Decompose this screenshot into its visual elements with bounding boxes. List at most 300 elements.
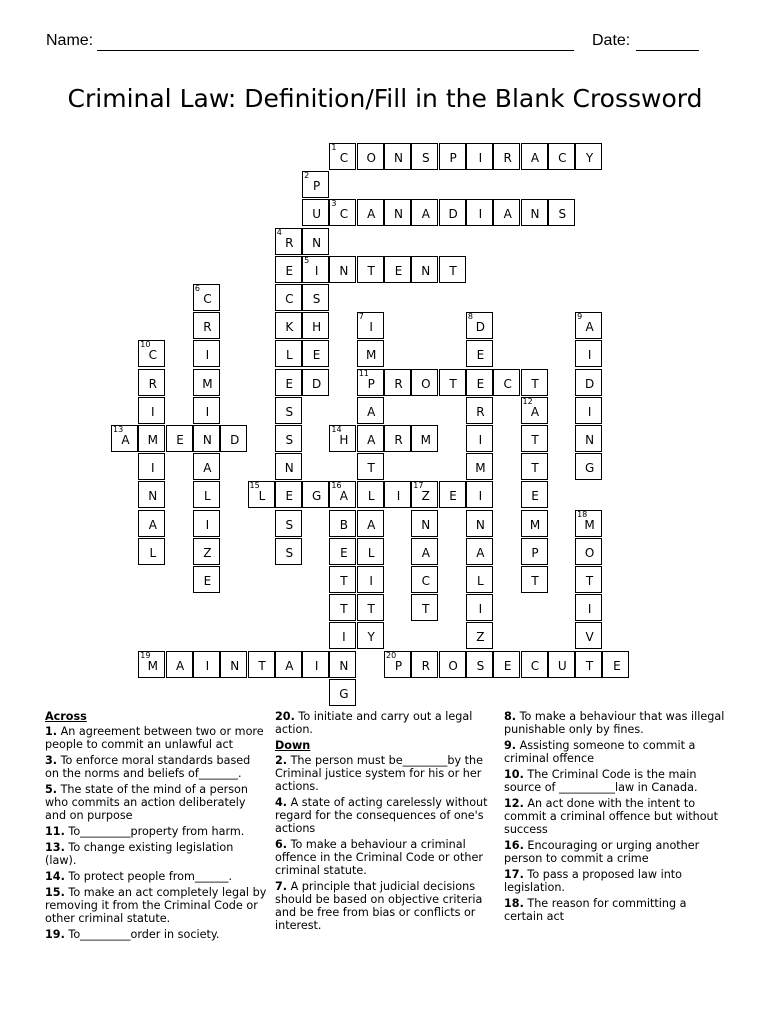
clue-item [275, 796, 495, 835]
cell-letter: I [587, 348, 592, 363]
cell-letter: C [530, 658, 540, 673]
grid-cell[interactable] [466, 397, 493, 424]
cell-letter: A [585, 320, 594, 335]
cell-letter: I [478, 433, 483, 447]
cell-letter: S [421, 151, 430, 165]
cell-letter: I [314, 263, 319, 278]
cell-letter: L [367, 545, 375, 560]
clue-item-number: 6. [275, 838, 288, 851]
grid-cell[interactable] [357, 594, 384, 621]
cell-letter: R [285, 235, 294, 250]
grid-cell[interactable] [411, 143, 438, 170]
grid-cell[interactable] [275, 256, 302, 283]
grid-cell[interactable] [466, 481, 493, 508]
cell-letter: T [585, 658, 594, 673]
grid-cell[interactable] [193, 312, 220, 339]
clue-item-text: To enforce moral standards based on the norms and beliefs of_______. [45, 754, 251, 780]
cell-letter: I [205, 404, 210, 419]
cell-letter: C [148, 348, 157, 363]
cell-letter: D [448, 207, 458, 222]
grid-cell[interactable] [357, 340, 384, 367]
grid-cell[interactable] [166, 425, 193, 452]
grid-cell[interactable] [384, 199, 411, 226]
grid-cell[interactable] [220, 425, 247, 452]
grid-cell[interactable] [357, 510, 384, 537]
grid-cell[interactable] [521, 538, 548, 565]
clue-item-number: 18. [504, 897, 524, 910]
grid-cell[interactable] [411, 481, 438, 508]
grid-cell[interactable] [493, 143, 520, 170]
grid-cell[interactable] [275, 397, 302, 424]
clue-item [504, 768, 726, 794]
cell-letter: I [205, 348, 210, 363]
cell-letter: L [149, 545, 157, 560]
grid-cell[interactable] [275, 538, 302, 565]
cell-letter: C [558, 151, 567, 165]
grid-cell[interactable] [357, 397, 384, 424]
clue-item-text: To protect people from______. [64, 870, 233, 883]
cell-letter: R [394, 433, 403, 447]
clue-item [45, 754, 267, 780]
grid-cell[interactable] [575, 340, 602, 367]
cell-letter: B [339, 517, 348, 532]
cell-letter: O [421, 376, 431, 391]
grid-cell[interactable] [466, 425, 493, 452]
grid-cell[interactable] [466, 566, 493, 593]
cell-letter: N [394, 151, 403, 165]
clue-item-text: To make a behaviour that was illegal punishable only by fines. [504, 710, 725, 736]
cell-letter: N [421, 517, 431, 532]
grid-cell[interactable] [411, 256, 438, 283]
grid-cell[interactable] [357, 143, 384, 170]
cell-letter: R [394, 376, 403, 391]
grid-cell[interactable] [411, 566, 438, 593]
cell-letter: E [531, 489, 539, 504]
cell-letter: N [475, 517, 485, 532]
clue-item-text: An agreement between two or more people to commit an unlawful act [45, 725, 264, 751]
cell-letter: T [422, 602, 430, 617]
grid-cell[interactable] [466, 594, 493, 621]
grid-cell[interactable] [193, 397, 220, 424]
grid-cell[interactable] [138, 651, 165, 678]
cell-letter: N [339, 658, 349, 673]
grid-cell[interactable] [411, 369, 438, 396]
grid-cell[interactable] [111, 425, 138, 452]
grid-cell[interactable] [466, 312, 493, 339]
clue-item-number: 5. [45, 783, 58, 796]
clue-number: 3 [331, 199, 337, 209]
grid-cell[interactable] [357, 453, 384, 480]
grid-cell[interactable] [575, 453, 602, 480]
clue-item-text: A state of acting carelessly without regard for the consequences of one's actions [275, 796, 488, 835]
clue-item [45, 870, 267, 883]
clue-item-number: 17. [504, 868, 524, 881]
grid-cell[interactable] [548, 651, 575, 678]
cell-letter: T [531, 433, 539, 447]
grid-cell[interactable] [329, 679, 356, 706]
grid-cell[interactable] [521, 425, 548, 452]
grid-cell[interactable] [384, 481, 411, 508]
grid-cell[interactable] [302, 171, 329, 198]
cell-letter: R [421, 658, 430, 673]
cell-letter: C [339, 151, 349, 165]
clue-number: 11 [358, 368, 369, 378]
grid-cell[interactable] [138, 369, 165, 396]
cell-letter: T [367, 461, 375, 476]
grid-cell[interactable] [493, 651, 520, 678]
clue-item-number: 15. [45, 886, 65, 899]
grid-cell[interactable] [575, 510, 602, 537]
grid-cell[interactable] [466, 622, 493, 649]
grid-cell[interactable] [329, 566, 356, 593]
grid-cell[interactable] [329, 538, 356, 565]
grid-cell[interactable] [248, 481, 275, 508]
cell-letter: I [587, 602, 592, 617]
grid-cell[interactable] [329, 256, 356, 283]
grid-cell[interactable] [357, 566, 384, 593]
cell-letter: E [394, 263, 403, 278]
grid-cell[interactable] [466, 199, 493, 226]
grid-cell[interactable] [275, 340, 302, 367]
cell-letter: G [339, 686, 349, 701]
cell-letter: K [285, 320, 294, 335]
grid-cell[interactable] [193, 453, 220, 480]
cell-letter: Z [476, 630, 485, 645]
grid-cell[interactable] [411, 651, 438, 678]
cell-letter: S [558, 207, 567, 222]
grid-cell[interactable] [411, 199, 438, 226]
grid-cell[interactable] [439, 143, 466, 170]
clue-item-text: Encouraging or urging another person to commit a crime [504, 839, 700, 865]
grid-cell[interactable] [275, 510, 302, 537]
grid-cell[interactable] [275, 312, 302, 339]
clue-number: 4 [276, 227, 282, 237]
grid-cell[interactable] [275, 453, 302, 480]
cell-letter: I [396, 489, 401, 504]
grid-cell[interactable] [439, 199, 466, 226]
cell-letter: S [285, 545, 294, 560]
cell-letter: I [369, 574, 373, 588]
grid-cell[interactable] [193, 481, 220, 508]
clue-item-text: An act done with the intent to commit a criminal offence but without success [504, 797, 719, 836]
grid-cell[interactable] [411, 425, 438, 452]
grid-cell[interactable] [193, 566, 220, 593]
clue-number: 20 [386, 650, 397, 660]
clue-item-number: 16. [504, 839, 524, 852]
cell-letter: N [339, 263, 349, 278]
cell-letter: A [530, 151, 540, 165]
cell-letter: A [203, 461, 212, 476]
cell-letter: R [203, 320, 212, 335]
cell-letter: M [366, 348, 377, 363]
clue-number: 9 [577, 312, 583, 322]
clue-number: 6 [194, 284, 200, 293]
grid-cell[interactable] [275, 651, 302, 678]
grid-cell[interactable] [357, 481, 384, 508]
clue-item [504, 797, 726, 836]
grid-cell[interactable] [521, 510, 548, 537]
grid-cell[interactable] [138, 425, 165, 452]
grid-cell[interactable] [302, 312, 329, 339]
grid-cell[interactable] [575, 425, 602, 452]
clue-number: 19 [140, 650, 151, 660]
cell-letter: T [585, 574, 594, 588]
grid-cell[interactable] [357, 622, 384, 649]
cell-letter: T [449, 376, 457, 391]
clue-number: 1 [331, 143, 337, 152]
grid-cell[interactable] [193, 369, 220, 396]
cell-letter: L [285, 348, 293, 363]
grid-cell[interactable] [493, 369, 520, 396]
grid-cell[interactable] [411, 594, 438, 621]
clue-item-text: Assisting someone to commit a criminal offence [504, 739, 696, 765]
clue-item [45, 928, 267, 941]
clue-item [504, 868, 726, 894]
grid-cell[interactable] [138, 397, 165, 424]
cell-letter: E [449, 489, 457, 504]
grid-cell[interactable] [357, 425, 384, 452]
grid-cell[interactable] [302, 199, 329, 226]
grid-cell[interactable] [521, 481, 548, 508]
grid-cell[interactable] [575, 369, 602, 396]
clue-item-number: 2. [275, 754, 288, 767]
clue-item [504, 739, 726, 765]
clue-item-text: To_________property from harm. [64, 825, 245, 838]
cell-letter: P [531, 545, 539, 560]
clue-item-text: To initiate and carry out a legal action. [275, 710, 473, 736]
grid-cell[interactable] [466, 453, 493, 480]
grid-cell[interactable] [439, 481, 466, 508]
grid-cell[interactable] [575, 143, 602, 170]
clue-number: 7 [358, 312, 364, 322]
grid-cell[interactable] [193, 651, 220, 678]
grid-cell[interactable] [521, 143, 548, 170]
grid-cell[interactable] [575, 312, 602, 339]
grid-cell[interactable] [357, 312, 384, 339]
grid-cell[interactable] [384, 256, 411, 283]
cell-letter: Y [585, 151, 594, 165]
cell-letter: C [203, 292, 212, 306]
grid-cell[interactable] [138, 453, 165, 480]
grid-cell[interactable] [302, 228, 329, 255]
clue-number: 15 [249, 481, 260, 491]
cell-letter: L [258, 489, 266, 504]
grid-cell[interactable] [357, 369, 384, 396]
grid-cell[interactable] [275, 425, 302, 452]
grid-cell[interactable] [384, 425, 411, 452]
cell-letter: V [585, 630, 594, 645]
grid-cell[interactable] [493, 199, 520, 226]
clue-item [45, 783, 267, 822]
clue-item-text: The person must be________by the Criminal justice system for his or her actions. [275, 754, 484, 793]
grid-cell[interactable] [357, 256, 384, 283]
clue-item-text: A principle that judicial decisions should be based on objective criteria and be free from bias or conflicts or interest. [275, 880, 483, 932]
clue-item [45, 725, 267, 751]
grid-cell[interactable] [302, 369, 329, 396]
cell-letter: T [340, 574, 348, 588]
grid-cell[interactable] [384, 651, 411, 678]
grid-cell[interactable] [575, 651, 602, 678]
cell-letter: D [230, 433, 240, 447]
cell-letter: H [312, 320, 322, 335]
clue-item [275, 710, 495, 736]
grid-cell[interactable] [275, 369, 302, 396]
grid-cell[interactable] [193, 340, 220, 367]
clue-item [45, 886, 267, 925]
grid-cell[interactable] [248, 651, 275, 678]
clue-item-number: 8. [504, 710, 517, 723]
grid-cell[interactable] [329, 199, 356, 226]
clue-item-text: To pass a proposed law into legislation. [504, 868, 683, 894]
clue-item-number: 11. [45, 825, 65, 838]
clue-number: 17 [413, 481, 424, 491]
cell-letter: E [476, 348, 485, 363]
grid-cell[interactable] [575, 397, 602, 424]
grid-cell[interactable] [439, 651, 466, 678]
grid-cell[interactable] [302, 340, 329, 367]
cell-letter: E [476, 376, 485, 391]
grid-cell[interactable] [466, 510, 493, 537]
clue-number: 12 [522, 396, 533, 406]
grid-cell[interactable] [575, 594, 602, 621]
clue-number: 16 [331, 481, 342, 491]
clue-item-number: 12. [504, 797, 524, 810]
grid-cell[interactable] [302, 481, 329, 508]
cell-letter: U [312, 207, 321, 222]
page-title: Criminal Law: Definition/Fill in the Blank Crossword [67, 84, 703, 113]
grid-cell[interactable] [302, 256, 329, 283]
grid-cell[interactable] [521, 453, 548, 480]
grid-cell[interactable] [439, 256, 466, 283]
cell-letter: Y [367, 630, 375, 645]
clues-column-2 [275, 710, 495, 935]
clue-number: 14 [331, 425, 342, 434]
cell-letter: P [394, 658, 403, 673]
grid-cell[interactable] [521, 566, 548, 593]
cell-letter: Z [203, 545, 212, 560]
clue-number: 18 [577, 509, 588, 519]
grid-cell[interactable] [138, 538, 165, 565]
grid-cell[interactable] [466, 369, 493, 396]
cell-letter: D [311, 376, 322, 391]
grid-cell[interactable] [329, 510, 356, 537]
grid-cell[interactable] [138, 481, 165, 508]
grid-cell[interactable] [411, 538, 438, 565]
grid-cell[interactable] [275, 284, 302, 311]
grid-cell[interactable] [575, 538, 602, 565]
cell-letter: E [285, 376, 294, 391]
grid-cell[interactable] [466, 340, 493, 367]
cell-letter: I [205, 658, 210, 673]
grid-cell[interactable] [357, 199, 384, 226]
cell-letter: N [202, 433, 212, 447]
name-label: Name: [46, 32, 94, 49]
grid-cell[interactable] [138, 510, 165, 537]
cell-letter: D [584, 376, 595, 391]
cell-letter: O [584, 545, 595, 560]
clue-item [275, 838, 495, 877]
grid-cell[interactable] [193, 284, 220, 311]
grid-cell[interactable] [329, 622, 356, 649]
grid-cell[interactable] [411, 510, 438, 537]
grid-cell[interactable] [220, 651, 247, 678]
grid-cell[interactable] [329, 481, 356, 508]
cell-letter: L [367, 489, 375, 504]
grid-cell[interactable] [575, 622, 602, 649]
grid-cell[interactable] [466, 538, 493, 565]
cell-letter: A [421, 545, 430, 560]
cell-letter: N [421, 263, 431, 278]
grid-cell[interactable] [575, 566, 602, 593]
cell-letter: A [121, 433, 130, 447]
cell-letter: I [478, 151, 483, 165]
grid-cell[interactable] [329, 651, 356, 678]
grid-cell[interactable] [602, 651, 629, 678]
cell-letter: M [475, 461, 486, 476]
cell-letter: E [285, 489, 294, 504]
clue-item [275, 754, 495, 793]
cell-letter: R [503, 151, 512, 165]
grid-cell[interactable] [275, 481, 302, 508]
grid-cell[interactable] [521, 651, 548, 678]
cell-letter: N [394, 207, 403, 222]
cell-letter: I [478, 207, 483, 222]
clue-item-text: The reason for committing a certain act [504, 897, 687, 923]
cell-letter: T [531, 574, 539, 588]
clues-column-1 [45, 710, 267, 944]
grid-cell[interactable] [193, 425, 220, 452]
grid-cell[interactable] [384, 143, 411, 170]
cell-letter: T [258, 658, 266, 673]
grid-cell[interactable] [166, 651, 193, 678]
cell-letter: M [147, 658, 158, 673]
grid-cell[interactable] [466, 143, 493, 170]
cell-letter: M [584, 517, 595, 532]
grid-cell[interactable] [329, 425, 356, 452]
grid-cell[interactable] [193, 510, 220, 537]
grid-cell[interactable] [138, 340, 165, 367]
grid-cell[interactable] [193, 538, 220, 565]
grid-cell[interactable] [521, 397, 548, 424]
cell-letter: N [284, 461, 294, 476]
grid-cell[interactable] [384, 369, 411, 396]
grid-cell[interactable] [275, 228, 302, 255]
clue-item-text: To make a behaviour a criminal offence in the Criminal Code or other criminal statute. [275, 838, 483, 877]
grid-cell[interactable] [329, 143, 356, 170]
cell-letter: A [367, 207, 376, 222]
cell-letter: T [340, 602, 348, 617]
cell-letter: S [476, 658, 485, 673]
grid-cell[interactable] [521, 199, 548, 226]
grid-cell[interactable] [302, 284, 329, 311]
grid-cell[interactable] [548, 199, 575, 226]
grid-cell[interactable] [439, 369, 466, 396]
grid-cell[interactable] [548, 143, 575, 170]
clue-item [45, 841, 267, 867]
grid-cell[interactable] [329, 594, 356, 621]
grid-cell[interactable] [521, 369, 548, 396]
cell-letter: C [339, 207, 349, 222]
cell-letter: I [314, 658, 319, 673]
cell-letter: I [205, 517, 210, 532]
grid-cell[interactable] [357, 538, 384, 565]
clue-item-text: To make an act completely legal by removing it from the Criminal Code or other criminal statute. [45, 886, 267, 925]
cell-letter: G [584, 461, 595, 476]
grid-cell[interactable] [466, 651, 493, 678]
down-heading: Down [275, 739, 311, 752]
grid-cell[interactable] [302, 651, 329, 678]
across-heading: Across [45, 710, 87, 723]
